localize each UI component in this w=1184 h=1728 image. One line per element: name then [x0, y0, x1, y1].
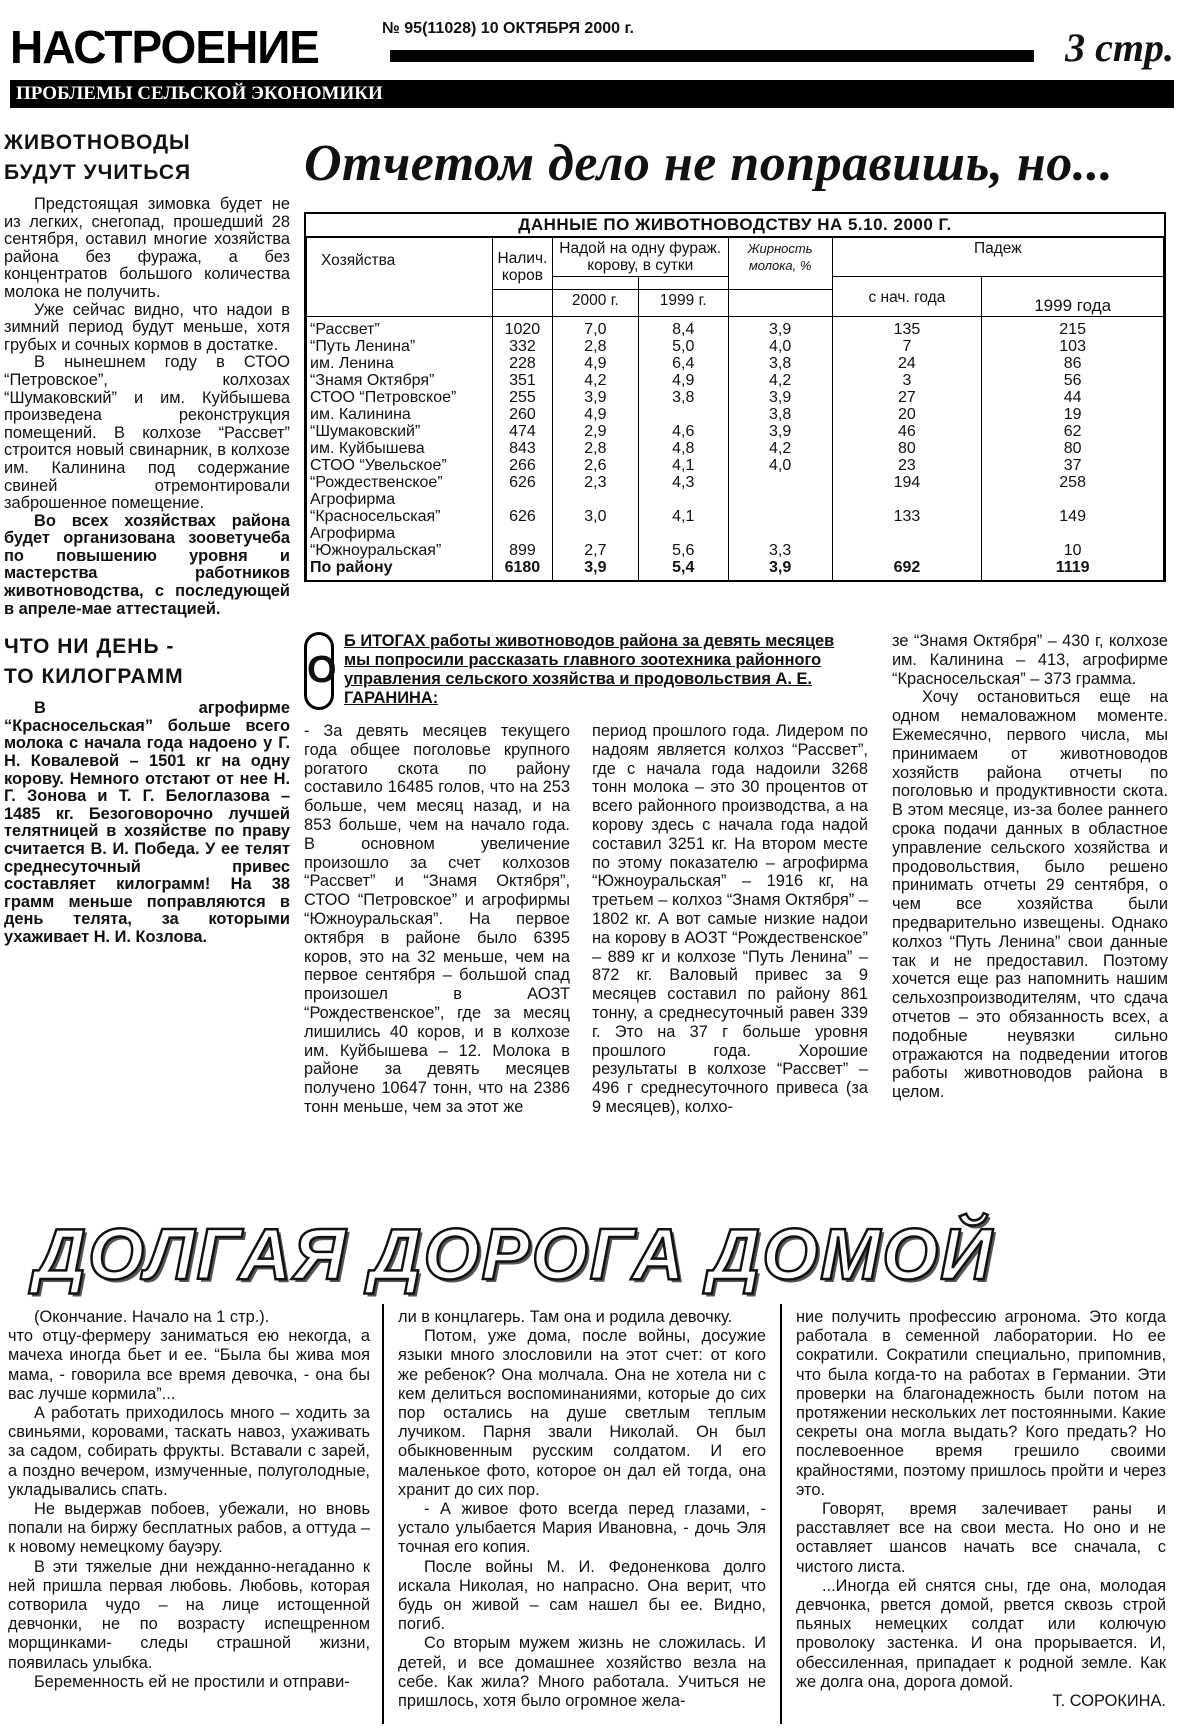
table-cell: 4,0 — [728, 457, 832, 474]
header-yield-2000: 2000 г. — [552, 289, 638, 317]
header-yield-spacer — [552, 277, 638, 290]
story-column-3 — [796, 1308, 1166, 1711]
table-cell: 80 — [982, 440, 1164, 457]
story-column-2 — [398, 1308, 766, 1711]
paragraph: В агрофирме “Красносельская” больше всего молока с начала года надоено у Г. Н. Ковалевой – 1501 кг на одну корову. Немного отстают от нее Н. Г. Зонова и Т. Г. Белоглазова – 1485 кг. Безоговорочно лучшей телятницей в хозяйстве по праву считается В. И. Победа. У ее телят среднесуточный привес составляет килограмм! На 38 грамм меньше поправляются в день телята, за которыми ухаживает Н. И. Козлова. — [4, 699, 290, 946]
table-cell: 3,9 — [728, 423, 832, 440]
farm-name-cell: СТОО “Увельское” — [307, 457, 493, 474]
header-loss-1999: 1999 года — [982, 277, 1164, 317]
paragraph: А работать приходилось много – ходить за свиньями, коровами, таскать навоз, ухаживать за садом, собирать фрукты. Вставали с зарей, а поздно вечером, измученные, полуголодные, укладывались спать. — [8, 1404, 370, 1499]
table-cell: 474 — [492, 423, 552, 440]
table-cell: 4,3 — [638, 474, 728, 491]
table-cell — [638, 525, 728, 542]
table-cell — [552, 525, 638, 542]
headline-line: ЖИВОТНОВОДЫ — [4, 131, 191, 154]
paragraph: Потом, уже дома, после войны, досужие языки много злословили на этот счет: от кого же ребенок? Она молчала. Она не хотела ни с кем делиться воспоминаниями, которые до сих пор остались на душе светлым теплым лучиком. Парня звали Николай. Он был обыкновенным русским солдатом. И его маленькое фото, которое он дал ей тогда, она хранит до сих пор. — [398, 1327, 766, 1499]
article-headline: Отчетом дело не поправишь, но... — [304, 135, 1114, 192]
table-cell: 10 — [982, 542, 1164, 559]
table-cell: 4,2 — [728, 440, 832, 457]
total-cell: 6180 — [492, 559, 552, 580]
article-column-1: - За девять месяцев текущего года общее поголовье крупного рогатого скота по району составило 16485 голов, что на 253 больше, чем месяц назад, и на 853 больше, чем на начало года. В основном увеличение произошло за счет колхозов “Рассвет” и “Знамя Октября”, СТОО “Петровское” и агрофирмы “Южноуральская”. На первое октября в районе было 6395 коров, это на 32 меньше, чем на первое сентября – большой спад произошел в АОЗТ “Рождественское”, где за месяц лишились 40 коров, и в колхозе им. Куйбышева – 12. Молока в районе за девять месяцев получено 10647 тонн, что на 2386 тонн меньше, чем за этот же — [304, 722, 570, 1116]
table-cell: 2,8 — [552, 338, 638, 355]
table-cell: 6,4 — [638, 355, 728, 372]
paragraph: В эти тяжелые дни нежданно-негаданно к ней пришла первая любовь. Любовь, которая сотворила чудо – на лице истощенной девчонки, не по возрасту испещренном морщинками- следы страшной жизни, появилась улыбка. — [8, 1557, 370, 1672]
table-cell: 3,3 — [728, 542, 832, 559]
column-rule — [780, 1304, 782, 1724]
paragraph: Уже сейчас видно, что надои в зимний период будут меньше, хотя грубых и сочных кормов в достатке. — [4, 300, 290, 354]
farm-name-cell: им. Куйбышева — [307, 440, 493, 457]
sidebar-story-1 — [4, 196, 290, 618]
table-cell: 255 — [492, 389, 552, 406]
table-cell: 4,2 — [552, 372, 638, 389]
table-cell: 4,1 — [638, 457, 728, 474]
table-cell: 3,9 — [728, 317, 832, 339]
header-loss: Падеж — [832, 238, 1163, 277]
paragraph: В нынешнем году в СТОО “Петровское”, колхозах “Шумаковский” и им. Куйбышева произведена реконструкция помещений. В колхозе “Рассвет” строится новый свинарник, в колхозе им. Калинина под содержание свиней отремонтировали заброшенное помещение. — [4, 353, 290, 513]
table-cell: 3,9 — [552, 389, 638, 406]
table-cell: 37 — [982, 457, 1164, 474]
drop-cap — [304, 632, 337, 710]
table-cell — [638, 491, 728, 508]
farm-name-cell: им. Ленина — [307, 355, 493, 372]
paragraph: зе “Знамя Октября” – 430 г, колхозе им. Калинина – 413, агрофирме “Красносельская” – 373 грамма. — [892, 632, 1168, 688]
table-cell: 2,6 — [552, 457, 638, 474]
farm-name-cell: Агрофирма — [307, 491, 493, 508]
table-body — [307, 317, 1164, 581]
section-title: НАСТРОЕНИЕ — [10, 21, 319, 73]
table-cell: 2,3 — [552, 474, 638, 491]
paragraph: что отцу-фермеру заниматься ею некогда, а мачеха иногда бьет и ее. “Была бы жива моя мама, - говорила все время девочка, - она бы вас лучше кормила”... — [8, 1327, 370, 1403]
sidebar-story-2 — [4, 700, 290, 946]
table-cell: 2,7 — [552, 542, 638, 559]
table-cell — [728, 525, 832, 542]
table-cell: 62 — [982, 423, 1164, 440]
table-cell: 4,9 — [552, 355, 638, 372]
table-row — [307, 491, 1164, 508]
header-farm: Хозяйства — [307, 238, 493, 317]
rubric-label: ПРОБЛЕМЫ СЕЛЬСКОЙ ЭКОНОМИКИ — [16, 83, 383, 104]
table-cell: 626 — [492, 474, 552, 491]
table-cell: 899 — [492, 542, 552, 559]
table-cell: 4,6 — [638, 423, 728, 440]
table-cell: 2,9 — [552, 423, 638, 440]
table-cell: 44 — [982, 389, 1164, 406]
table-cell: 19 — [982, 406, 1164, 423]
table-cell: 23 — [832, 457, 982, 474]
story-headline: ДОЛГАЯ ДОРОГА ДОМОЙ — [34, 1215, 994, 1295]
paragraph: - А живое фото всегда перед глазами, - устало улыбается Мария Ивановна, - дочь Эля точная его копия. — [398, 1500, 766, 1557]
table-cell: 133 — [832, 508, 982, 525]
farm-name-cell: СТОО “Петровское” — [307, 389, 493, 406]
table-row — [307, 542, 1164, 559]
farm-name-cell: “Красносельская” — [307, 508, 493, 525]
article-column-2: период прошлого года. Лидером по надоям является колхоз “Рассвет”, где с начала года надоили 3268 тонн молока – это 30 процентов от всего районного производства, а на корову здесь с начала года надой составил 3251 кг. На втором месте по этому показателю – агрофирма “Южноуральская” – 1916 кг, на третьем – колхоз “Знамя Октября” – 1802 кг. А вот самые низкие надои на корову в АОЗТ “Рождественское” – 889 кг и колхозе “Путь Ленина” – 872 кг. Валовый привес за 9 месяцев составил по району 861 тонну, а среднесуточный равен 339 г. Это на 37 г больше уровня прошлого года. Хорошие результаты в колхозе “Рассвет” – 496 г среднесуточного привеса (за 9 месяцев), колхо- — [592, 722, 868, 1116]
table-cell: 2,8 — [552, 440, 638, 457]
farm-name-cell: “Южноуральская” — [307, 542, 493, 559]
story-column-1 — [8, 1308, 370, 1692]
table-cell: 5,0 — [638, 338, 728, 355]
table-cell: 5,6 — [638, 542, 728, 559]
table-cell: 86 — [982, 355, 1164, 372]
rubric-bar — [10, 80, 1174, 108]
table-cell: 7 — [832, 338, 982, 355]
table-cell — [832, 542, 982, 559]
paragraph: После войны М. И. Федоненкова долго искала Николая, но напрасно. Она верит, что будь он живой – сам нашел бы ее. Видно, погиб. — [398, 1557, 766, 1634]
total-cell: 5,4 — [638, 559, 728, 580]
paragraph: Во всех хозяйствах района будет организована зооветучеба по повышению уровня и мастерства работников животноводства, с последующей в апреле-мае аттестацией. — [4, 511, 290, 618]
table-cell: 7,0 — [552, 317, 638, 339]
table-cell: 351 — [492, 372, 552, 389]
table-title: ДАННЫЕ ПО ЖИВОТНОВОДСТВУ НА 5.10. 2000 Г. — [306, 214, 1164, 237]
table-cell — [982, 491, 1164, 508]
farm-name-cell: им. Калинина — [307, 406, 493, 423]
table-cell: 1020 — [492, 317, 552, 339]
table-cell: 135 — [832, 317, 982, 339]
drop-cap-letter: О — [307, 649, 337, 691]
table-cell: 3,8 — [638, 389, 728, 406]
table-cell — [552, 491, 638, 508]
table-cell: 3,9 — [728, 389, 832, 406]
table-row — [307, 423, 1164, 440]
header-rule — [390, 50, 1034, 62]
table-row — [307, 389, 1164, 406]
intro-text: Б ИТОГАХ работы животноводов района за девять месяцев мы попросили рассказать главного зоотехника районного управления сельского хозяйства и продовольствия А. Е. ГАРАНИНА: — [344, 632, 835, 707]
table-row — [307, 338, 1164, 355]
paragraph: ли в концлагерь. Там она и родила девочку. — [398, 1308, 733, 1326]
total-cell: 3,9 — [728, 559, 832, 580]
table-row — [307, 440, 1164, 457]
table-cell: 260 — [492, 406, 552, 423]
header-yield-spacer — [638, 277, 728, 290]
table-cell: 4,0 — [728, 338, 832, 355]
table-cell: 4,9 — [552, 406, 638, 423]
table-cell: 8,4 — [638, 317, 728, 339]
table-total-row — [307, 559, 1164, 580]
table-row — [307, 457, 1164, 474]
table-cell: 266 — [492, 457, 552, 474]
table-cell — [492, 491, 552, 508]
table-cell: 843 — [492, 440, 552, 457]
table-row — [307, 372, 1164, 389]
table-cell — [492, 525, 552, 542]
table-cell — [728, 508, 832, 525]
masthead — [10, 16, 1174, 72]
table-cell: 258 — [982, 474, 1164, 491]
table-cell: 24 — [832, 355, 982, 372]
header-yield: Надой на одну фураж. корову, в сутки — [552, 238, 728, 277]
paragraph: Хочу остановиться еще на одном немаловажном моменте. Ежемесячно, первого числа, мы принимаем от животноводов хозяйств района отчеты по поголовью и продуктивности скота. В этом месяце, из-за более раннего срока подачи данных в областное управление сельского хозяйства и продовольствия, было решено принимать отчеты 29 сентября, о чем все хозяйства были предварительно извещены. Однако колхоз “Путь Ленина” свои данные так и не предоставил. Поэтому хочется еще раз напомнить нашим сельхозпроизводителям, что сдача отчетов – это обязанность всех, а подобные неувязки сильно отражаются на подведении итогов работы животноводов района в целом. — [892, 688, 1168, 1102]
table-row — [307, 508, 1164, 525]
table-cell — [832, 491, 982, 508]
table-cell: 194 — [832, 474, 982, 491]
article-intro — [304, 632, 864, 712]
total-cell: 692 — [832, 559, 982, 580]
table-cell — [982, 525, 1164, 542]
issue-line: № 95(11028) 10 ОКТЯБРЯ 2000 г. — [382, 20, 634, 37]
table-cell: 215 — [982, 317, 1164, 339]
table-row — [307, 525, 1164, 542]
farm-name-cell: “Рассвет” — [307, 317, 493, 339]
table-cell: 27 — [832, 389, 982, 406]
total-cell: 1119 — [982, 559, 1164, 580]
farm-name-cell: “Рождественское” — [307, 474, 493, 491]
table-cell: 3,8 — [728, 355, 832, 372]
table-row — [307, 355, 1164, 372]
header-loss-start: с нач. года — [832, 277, 982, 317]
sidebar-headline-1 — [4, 128, 290, 188]
table-cell: 103 — [982, 338, 1164, 355]
farm-name-cell: “Шумаковский” — [307, 423, 493, 440]
table-cell: 3 — [832, 372, 982, 389]
farm-name-cell: “Знамя Октября” — [307, 372, 493, 389]
data-table — [306, 237, 1164, 580]
left-column — [4, 128, 290, 1188]
table-cell — [638, 406, 728, 423]
table-cell: 332 — [492, 338, 552, 355]
table-row — [307, 406, 1164, 423]
table-cell: 4,9 — [638, 372, 728, 389]
table-row — [307, 474, 1164, 491]
paragraph: Предстоящая зимовка будет не из легких, снегопад, прошедший 28 сентября, оставил многие хозяйства района без фуража, а без концентратов большого количества молока не получить. — [4, 195, 290, 301]
table-cell: 4,2 — [728, 372, 832, 389]
paragraph: ...Иногда ей снятся сны, где она, молодая девчонка, рвется домой, рвется сквозь строй пьяных немецких солдат или колючую проволоку застенка. И она прорывается. И, обессиленная, припадает к родной земле. Как же долга она, дорога домой. — [796, 1576, 1166, 1691]
table-cell: 56 — [982, 372, 1164, 389]
table-cell: 80 — [832, 440, 982, 457]
farm-name-cell: Агрофирма — [307, 525, 493, 542]
table-cell: 149 — [982, 508, 1164, 525]
livestock-table — [304, 212, 1166, 582]
table-cell — [728, 491, 832, 508]
header-cows-spacer — [492, 289, 552, 317]
header-fat-spacer — [728, 289, 832, 317]
paragraph: Говорят, время залечивает раны и расставляет все на свои места. Но оно и не оставляет шансов начать все сначала, с чистого листа. — [796, 1500, 1166, 1576]
article-column-3 — [892, 632, 1168, 1102]
total-cell: 3,9 — [552, 559, 638, 580]
header-cows: Налич. коров — [492, 238, 552, 290]
table-cell: 626 — [492, 508, 552, 525]
paragraph: (Окончание. Начало на 1 стр.). — [34, 1308, 270, 1326]
paragraph: Со вторым мужем жизнь не сложилась. И детей, и все домашнее хозяйство везла на себе. Как жила? Много работала. Учиться не пришлось, хотя было огромное жела- — [398, 1634, 766, 1711]
farm-name-cell: “Путь Ленина” — [307, 338, 493, 355]
headline-line: ТО КИЛОГРАММ — [4, 665, 184, 689]
table-cell — [728, 474, 832, 491]
total-label-cell: По району — [307, 559, 493, 580]
table-cell: 20 — [832, 406, 982, 423]
table-cell: 46 — [832, 423, 982, 440]
headline-line: БУДУТ УЧИТЬСЯ — [4, 161, 192, 184]
sidebar-headline-2 — [4, 632, 290, 692]
header-yield-1999: 1999 г. — [638, 289, 728, 317]
table-row — [307, 317, 1164, 339]
headline-line: ЧТО НИ ДЕНЬ - — [4, 635, 175, 659]
table-cell: 3,0 — [552, 508, 638, 525]
header-fat: Жирность молока, % — [728, 238, 832, 290]
table-cell: 3,8 — [728, 406, 832, 423]
paragraph: ние получить профессию агронома. Это когда работала в семенной лаборатории. Но ее сократили. Сократили специально, припомнив, что была когда-то на работах в Германии. Эти проверки на благонадежность были потом на протяжении нескольких лет постоянными. Какие секреты она могла выдать? Кого предать? Но послевоенное время грешило своими крайностями, поэтому пришлось пройти и через это. — [796, 1308, 1166, 1499]
table-cell — [832, 525, 982, 542]
table-cell: 4,8 — [638, 440, 728, 457]
table-cell: 228 — [492, 355, 552, 372]
paragraph: Беременность ей не простили и отправи- — [34, 1672, 350, 1691]
author-signature: Т. СОРОКИНА. — [1052, 1692, 1166, 1711]
paragraph: Не выдержав побоев, убежали, но вновь попали на биржу бесплатных рабов, а оттуда – к новому немецкому бауэру. — [8, 1500, 370, 1557]
page-number: 3 стр. — [1065, 25, 1174, 70]
column-rule — [382, 1304, 384, 1724]
table-cell: 4,1 — [638, 508, 728, 525]
